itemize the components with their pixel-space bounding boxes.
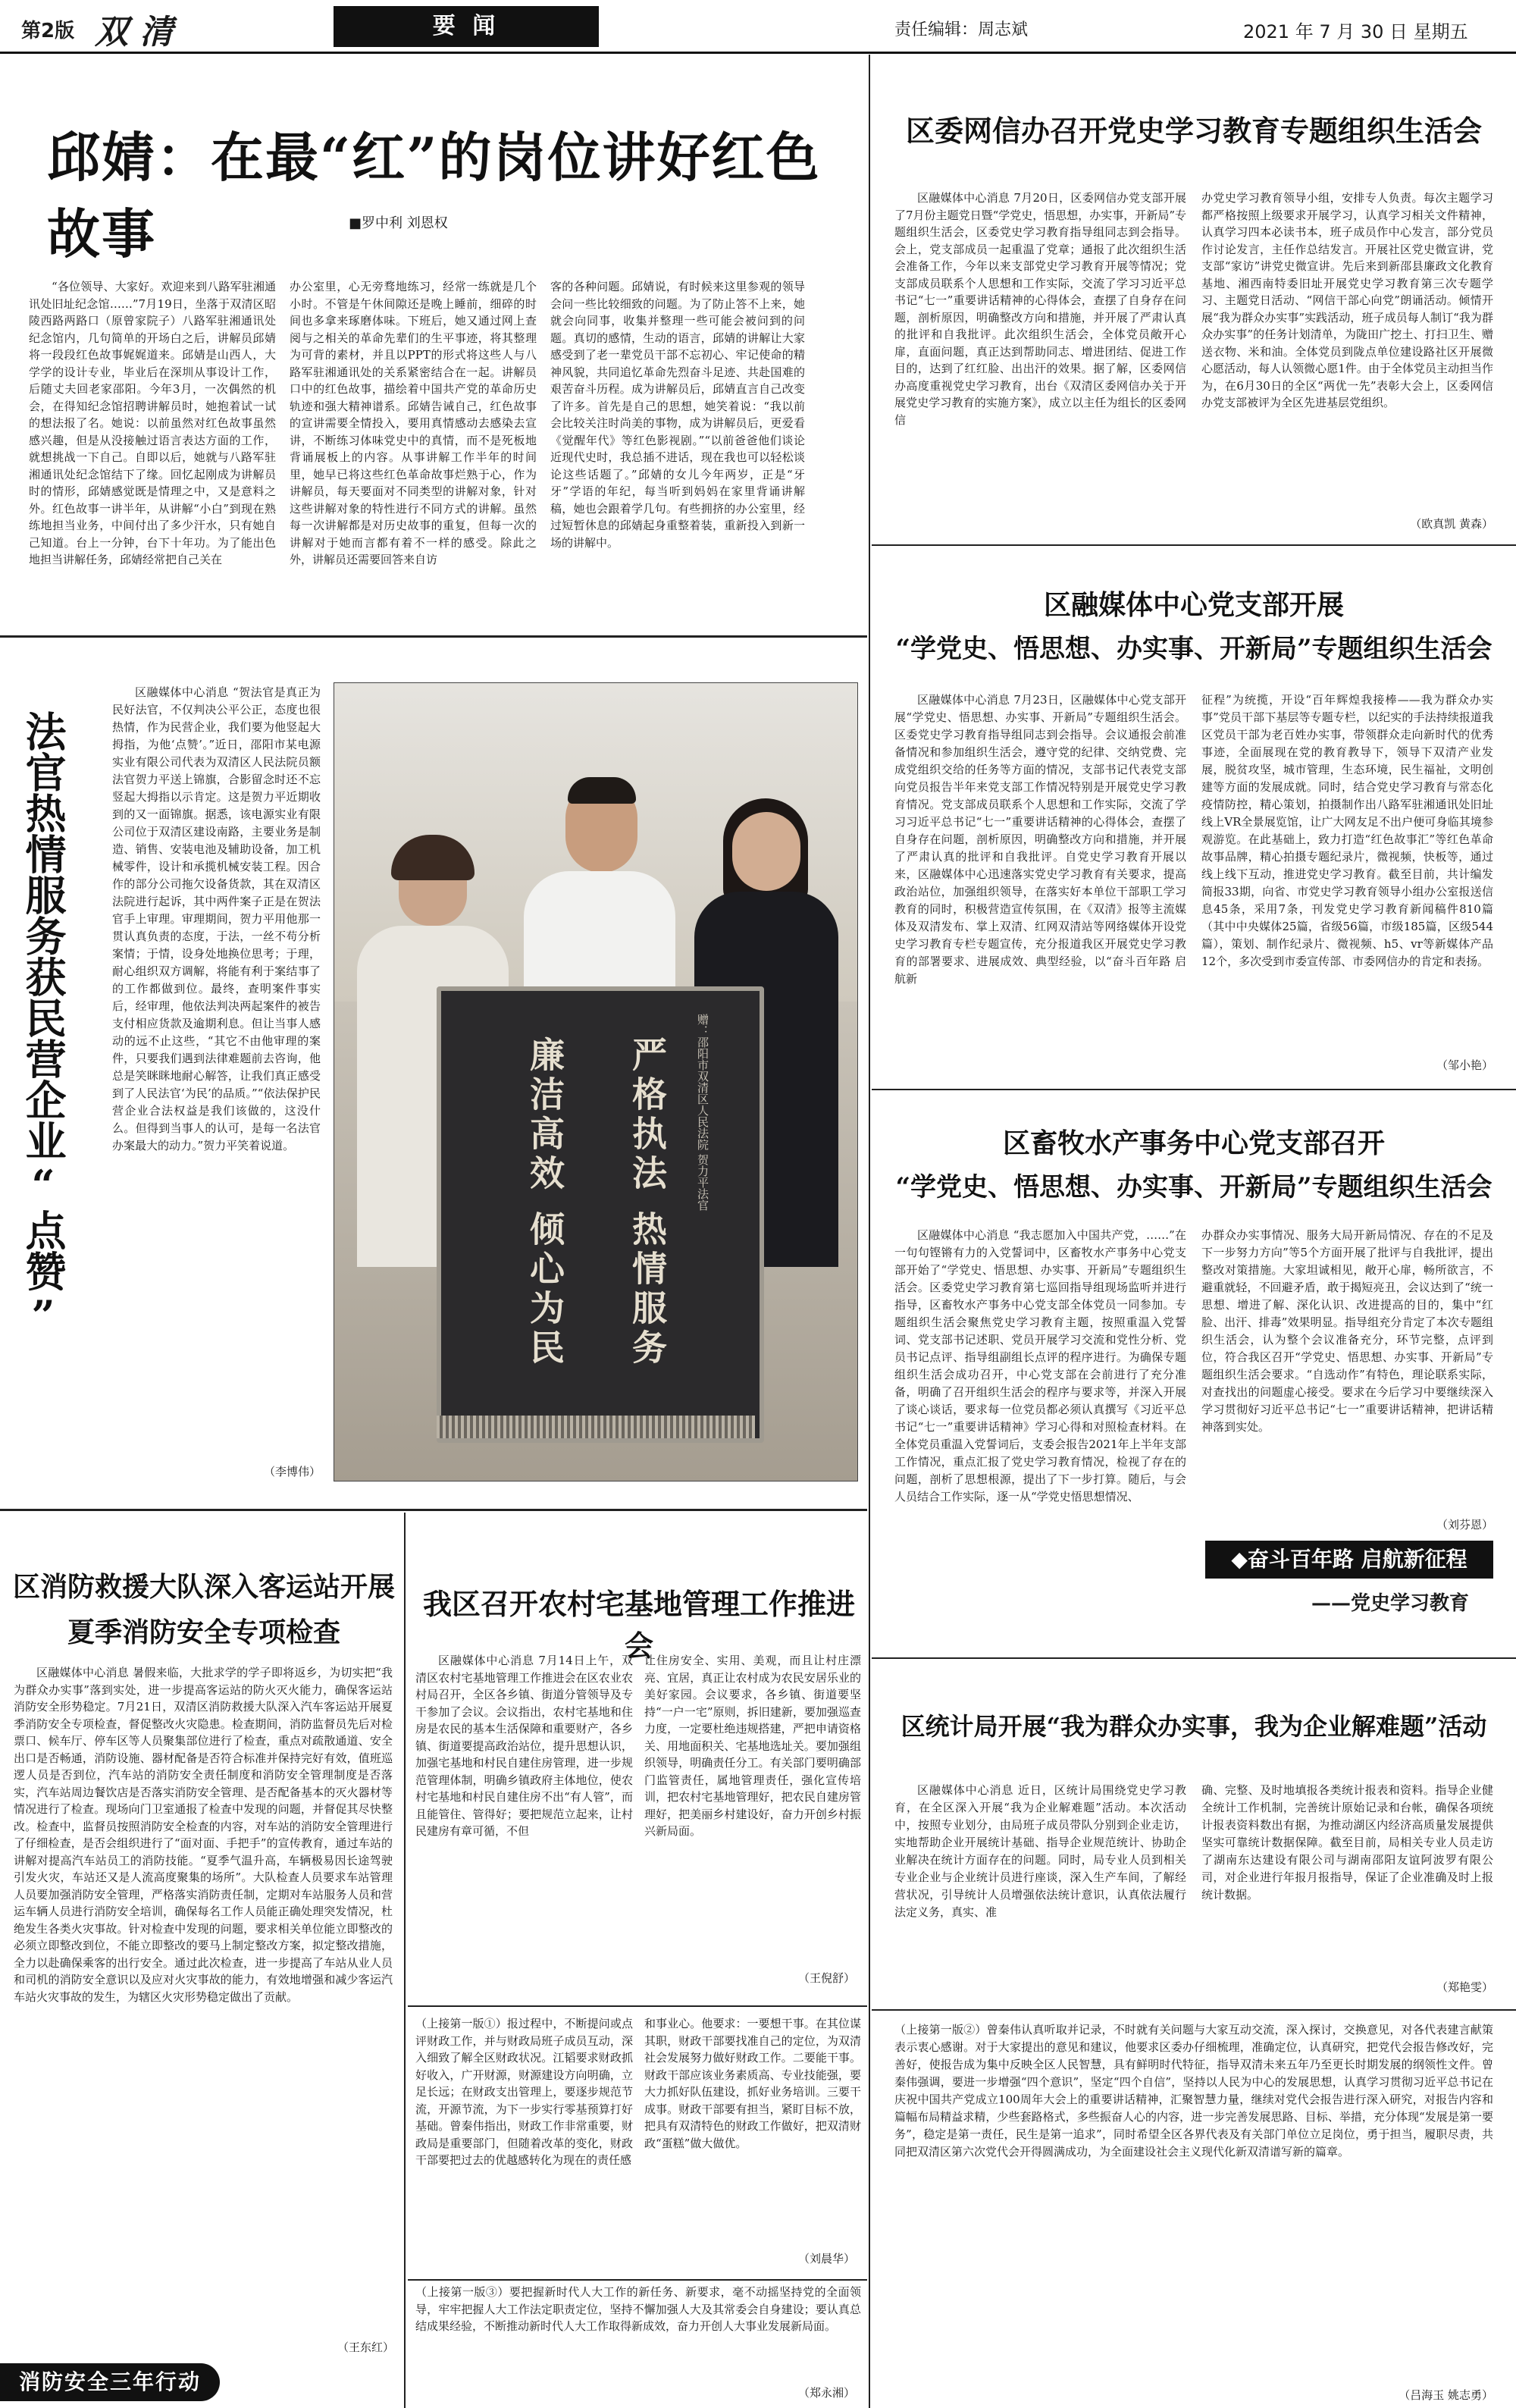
article-title: 区畜牧水产事务中心党支部召开	[1002, 1127, 1385, 1159]
article-cyberspace	[872, 55, 1516, 540]
article-title-vertical: 法官热情服务获民营企业“点赞”	[19, 710, 67, 1340]
section-divider	[408, 2005, 867, 2007]
article-title: 区委网信办召开党史学习教育专题组织生活会	[905, 114, 1482, 148]
article-column	[894, 1782, 1186, 1971]
article-media-center	[872, 547, 1516, 1086]
section-divider	[0, 1509, 867, 1511]
article-column	[894, 691, 1186, 1063]
page-header	[0, 0, 1516, 54]
article-title: 区统计局开展“我为群众办实事，我为企业解难题”活动	[901, 1712, 1487, 1741]
article-column	[1201, 1782, 1493, 1971]
article-statistics	[872, 1660, 1516, 2055]
masthead: 双 清	[95, 13, 174, 52]
banner-caption-small: 赠：邵阳市双清区人民法院 贺力平法官	[696, 1014, 709, 1211]
article-livestock	[872, 1092, 1516, 1653]
article-text: 办群众办实事情况、服务大局开新局情况、存在的不足及下一步努力方向”等5个方面开展了批评与自我批评，提出整改对策措施。大家坦诚相见，敞开心扉，畅所欲言，不避重就轻，不回避矛盾，敢于揭短亮丑，会议达到了“统一思想、增进了解、深化认识、改进提高的目的，集中“红脸、出汗、排毒”效果明显。指导组充分肯定了本次专题组织生活会，认为整个会议准备充分，环节完整，点评到位，符合我区召开“学党史、悟思想、办实事、开新局”专题组织生活会要求。“自选动作”有特色，理论联系实际，对查找出的问题虚心接受。要求在今后学习中要继续深入学习贯彻好习近平总书记“七一”重要讲话精神，把讲话精神落到实处。	[1201, 1228, 1493, 1434]
article-byline: （郑艳雯）	[1436, 1980, 1493, 1994]
campaign-slogan-box	[1205, 1541, 1493, 1624]
article-text: 区融媒体中心消息 “贺法官是真正为民好法官，不仅判决公平公正，态度也很热情，作为民营企业，我们要为他竖起大拇指，为他‘点赞’。”近日，邵阳市某电源实业有限公司代表为双清区人民法院员额法官贺力平送上锦旗，合影留念时还不忘竖起大拇指以示肯定。这是贺力平近期收到的又一面锦旗。据悉，该电源实业有限公司位于双清区建设南路，主要业务是制造、销售、安装电池及辅助设备，加工机械零件，设计和承揽机械安装工程。因合作的部分公司拖欠设备货款，其在双清区法院进行起诉，其中两件案子正是在贺法官手上审理。审理期间，贺力平用他那一贯认真负责的态度，于法，一丝不苟分析案情；于情，设身处地换位思考；于理，耐心组织双方调解，将能有利于案结事了的工作都做到位。最终，查明案件事实后，经审理，他依法判决两起案件的被告支付相应货款及逾期利息。但让当事人感动的远不止这些，“其它不由他审理的案件，只要我们遇到法律难题前去咨询，他总是笑眯眯地耐心解答，让我们真正感受到了人民法官‘为民’的品质。”“依法保护民营企业合法权益是我们该做的，这没什么。但得到当事人的认可，是每一名法官办案最大的动力。”贺力平笑着说道。	[112, 685, 321, 1152]
editor-label: 责任编辑：周志斌	[894, 20, 1029, 39]
article-text: “各位领导、大家好。欢迎来到八路军驻湘通讯处旧址纪念馆……”7月19日，坐落于双清区昭陵西路两路口（原曾家院子）八路军驻湘通讯处纪念馆内，几句简单的开场白之后，讲解员邱婧将一段段红色故事娓娓道来。邱婧是山西人，大学学的设计专业，毕业后在深圳从事设计工作，后随丈夫回老家邵阳。今年3月，一次偶然的机会，在得知纪念馆招聘讲解员时，她抱着试一试的想法报了名。她说：以前虽然对红色故事虽然感兴趣，但是从没接触过语言表达方面的工作，就想挑战一下自己。自即以后，她就与八路军驻湘通讯处纪念馆结下了缘。回忆起刚成为讲解员时的情形，邱婧感觉既是情理之中，又是意料之外。红色故事一讲半年，从讲解“小白”到现在熟练地担当业务，中间付出了多少汗水，只有她自己知道。台上一分钟，台下十年功。为了能出色地担当讲解任务，邱婧经常把自己关在	[29, 280, 276, 566]
article-qiujing	[0, 55, 867, 631]
campaign-subslogan: ——党史学习教育	[1311, 1592, 1470, 1615]
article-text: 区融媒体中心消息 近日，区统计局围绕党史学习教育，在全区深入开展“我为企业解难题”活动。本次活动中，按照专业划分，由局班子成员带队分别到企业走访，实地帮助企业开展统计基础、指导企业规范统计、协助企业解决在统计方面存在的问题。同时，局专业人员到相关专业企业与企业统计员进行座谈，深入生产车间，了解经营状况，引导统计人员增强依法统计意识，认真依法履行法定义务，真实、准	[894, 1783, 1186, 1919]
article-homestead	[408, 1513, 867, 1998]
article-column	[550, 278, 805, 623]
article-column	[415, 1652, 633, 1963]
article-column	[894, 1227, 1186, 1636]
column-divider	[404, 1513, 406, 2408]
article-title: 邱婧：在最“红”的岗位讲好红色故事	[47, 126, 821, 265]
article-subtitle: “学党史、悟思想、办实事、开新局”专题组织生活会	[895, 634, 1493, 664]
article-text: 区融媒体中心消息 “我志愿加入中国共产党，……”在一句句铿锵有力的入党誓词中，区畜牧水产事务中心党支部开始了“学党史、悟思想、办实事、开新局”专题组织生活会。区委党史学习教育第七巡回指导组现场监听并进行指导，区畜牧水产事务中心党支部全体党员一同参加。专题组织生活会聚焦党史学习教育主题，按照重温入党誓词、党支部书记述职、党员开展学习交流和党性分析、党员书记点评、指导组副组长点评的程序进行。为确保专题组织生活会成功召开，中心党支部在会前进行了充分准备，明确了召开组织生活会的程序与要求等，并深入开展了谈心谈话，要求每一位党员都必须认真撰写《习近平总书记“七一”重要讲话精神》学习心得和对照检查材料。在全体党员重温入党誓词后，支委会报告2021年上半年支部工作情况，重点汇报了党史学习教育情况，检视了存在的问题，剖析了思想根源，提出了下一步打算。随后，与会人员结合工作实际，逐一从“学党史悟思想情况、	[894, 1228, 1186, 1503]
article-title: 区消防救援大队深入客运站开展	[12, 1571, 395, 1603]
article-byline: （王东红）	[337, 2341, 394, 2354]
article-byline: （郑永湘）	[797, 2386, 855, 2400]
banner-text-left: 严格执法 热情服务	[627, 1036, 668, 1369]
article-column	[415, 2284, 861, 2375]
article-text: 征程”为统揽，开设“百年辉煌我接棒——我为群众办实事”党员干部下基层等专题专栏，以纪实的手法持续报道我区党员干部为老百姓办实事，带领群众走向新时代的优秀事迹，全面展现在党的教育教导下，领导下双清产业发展，脱贫攻坚，城市管理，生态环境，民生福祉，文明创建等方面的发展成就。同时，结合党史学习教育与常态化疫情防控，精心策划，拍摄制作出八路军驻湘通讯处旧址线上VR全景展览馆，让广大网友足不出户便可身临其境参观游览。在此基础上，致力打造“红色故事汇”等红色革命故事品牌，精心拍摄专题纪录片，微视频，快板等，通过线上线下互动，推进党史学习教育。截至目前，共计编发简报33期，向省、市党史学习教育领导小组办公室报送信息45条，采用7条，刊发党史学习教育新闻稿件810篇（其中中央媒体25篇，省级56篇，市级185篇，区级544篇），策划、制作纪录片、微视频、h5、vr等新媒体产品12个，多次受到市委宣传部、市委网信办的肯定和表扬。	[1201, 693, 1493, 968]
article-text: 客的各种问题。邱婧说，有时候来这里参观的领导会问一些比较细致的问题。为了防止答不上来，她就会向同事，收集并整理一些可能会被问到的问题。真切的感情，生动的语言，邱婧的讲解让大家感受到了老一辈党员干部不忘初心、牢记使命的精神风貌，共同追忆革命先烈奋斗足迹、共赴国难的艰苦奋斗历程。成为讲解员后，邱婧直言自己改变了许多。首先是自己的思想，她笑着说：“我以前会比较关注时尚美的事物，成为讲解员后，更爱看《觉醒年代》等红色影视剧。”“以前爸爸他们谈论近现代史时，我总插不进话，现在我也可以轻松谈论这些话题了。”邱婧的女儿今年两岁，正是“牙牙”学语的年纪，每当听到妈妈在家里背诵讲解稿，她也会跟着学几句。有些拥挤的办公室里，经过短暂休息的邱婧起身重整着装，重新投入到新一场的讲解中。	[550, 280, 805, 550]
section-badge	[334, 6, 599, 47]
section-divider	[0, 635, 867, 638]
article-column	[1201, 190, 1493, 508]
article-text: 区融媒体中心消息 暑假来临，大批求学的学子即将返乡，为切实把“我为群众办实事”落到实处，进一步提高客运站的防火灭火能力，确保客运站消防安全形势稳定。7月21日，双清区消防救援大队深入汽车客运站开展夏季消防安全专项检查，督促整改火灾隐患。检查期间，消防监督员先后对检票口、候车厅、停车区等人员聚集部位进行了检查，重点对疏散通道、安全出口是否畅通，消防设施、器材配备是否符合标准并保持完好有效，值班巡逻人员是否到位，汽车站的消防安全责任制度和消防安全管理制度是否落实，汽车站周边餐饮店是否落实消防安全管理、是否配备基本的灭火器材等情况进行了检查。现场向门卫室通报了检查中发现的问题，并督促其尽快整改。检查中，监督员按照消防安全检查的内容，对车站的消防安全管理进行了仔细检查，是否会组织进行了“面对面、手把手”的宣传教育，通过车站的讲解对提高汽车站员工的消防技能。“夏季气温升高，车辆极易因长途驾驶引发火灾，车站还又是人流高度聚集的场所”。大队检查人员要求车站管理人员要加强消防安全管理，严格落实消防责任制，定期对车站服务人员和营运车辆人员进行消防安全培训，确保每名工作人员能正确处理突发情况，杜绝发生各类火灾事故。针对检查中发现的问题，要求相关单位能立即整改的必须立即整改到位，不能立即整改的要马上制定整改方案，拟定整改措施，全力以赴确保乘客的出行安全。通过此次检查，进一步提高了车站从业人员和司机的消防安全意识以及应对火灾事故的能力，有效地增强和减少客运汽车站火灾事故的发生，为辖区火灾形势稳定做出了贡献。	[14, 1666, 393, 2004]
article-fire-safety	[0, 1513, 402, 2408]
section-divider	[872, 1089, 1516, 1090]
article-text: 确、完整、及时地填报各类统计报表和资料。指导企业健全统计工作机制，完善统计原始记录和台帐，确保各项统计报表资料数出有据，为推动湖区内经济高质量发展提供坚实可靠统计数据保障。截至目前，局相关专业人员走访了湖南东达建设有限公司与湖南邵阳友谊阿波罗有限公司，对企业进行年报月报指导，保证了企业准确及时上报统计数据。	[1201, 1783, 1493, 1902]
article-text: 区融媒体中心消息 7月14日上午，双清区农村宅基地管理工作推进会在区农业农村局召开，全区各乡镇、街道分管领导及专干参加了会议。会议指出，农村宅基地和住房是农民的基本生活保障和重要财产，各乡镇、街道要提高政治站位，提升思想认识，加强宅基地和村民自建住房管理，进一步规范管理体制，明确乡镇政府主体地位，使农村宅基地和村民自建住房不出“有人管”，而且能管住、管得好；要把规范立起来，让村民建房有章可循，不但	[415, 1654, 633, 1838]
article-continued-finance	[408, 2009, 867, 2408]
column-divider	[869, 55, 870, 2408]
campaign-slogan: ◆奋斗百年路 启航新征程	[1205, 1541, 1493, 1579]
article-text: （上接第一版③）要把握新时代人大工作的新任务、新要求，毫不动摇坚持党的全面领导，牢牢把握人大工作法定职责定位，坚持不懈加强人大及其常委会自身建设；要认真总结成果经验，不断推动新时代人大工作取得新成效，奋力开创人大事业发展新局面。	[415, 2285, 861, 2333]
article-text: 办党史学习教育领导小组，安排专人负责。每次主题学习都严格按照上级要求开展学习，认真学习相关文件精神，认真学习四本必读书本，班子成员作中心发言，部分党员作讨论发言，主任作总结发言。开展社区党史微宣讲，党支部“家访”讲党史微宣讲。先后来到新邵县廉政文化教育基地、湘西南特委旧址开展党史学习教育第三次专题学习、主题党日活动、“网信干部心向党”朗诵活动。倾情开展“我为群众办实事”实践活动，班子成员每人制订“我为群众办实事”的任务计划清单，为陇田广挖土、打扫卫生、赠送衣物、米和油。全体党员到陇点单位建设路社区开展微心愿活动，每人认领微心愿1件。由于全体党员主动担当作为，在6月30日的全区“两优一先”表彰大会上，区委网信办党支部被评为全区先进基层党组织。	[1201, 191, 1493, 409]
article-byline: （李博伟）	[263, 1465, 321, 1478]
section-divider	[872, 1657, 1516, 1659]
page-label: 第2版	[21, 20, 75, 42]
article-title: 我区召开农村宅基地管理工作推进会	[423, 1587, 856, 1663]
award-banner-photo	[334, 682, 858, 1481]
article-byline: （王倪舒）	[797, 1971, 855, 1985]
article-text: 和事业心。他要求：一要想干事。在其位谋其职，财政干部要找准自己的定位，为双清社会发展努力做好财政工作。二要能干事。财政干部应该业务素质高、专业技能强，要大力抓好队伍建设，抓好业务培训。三要干成事。财政干部要有担当，紧盯目标不放，把具有双清特色的财政工作做好，把双清财政“蛋糕”做大做优。	[644, 2017, 861, 2150]
article-text: （上接第一版①）报过程中，不断提问或点评财政工作，并与财政局班子成员互动，深入细致了解全区财政状况。江韬要求财政抓好收入，广开财源，财源建设方向明确，立足长远；在财政支出管理上，要逐步规范节流，开源节流，为下一步实行零基预算打好基础。曾秦伟指出，财政工作非常重要，财政局是重要部门，但随着改革的变化，财政干部要把过去的优越感转化为现在的责任感	[415, 2017, 633, 2167]
section-divider	[872, 2009, 1516, 2011]
article-column	[112, 684, 321, 1450]
article-subtitle: 夏季消防安全专项检查	[67, 1616, 340, 1648]
banner-text-right: 廉洁高效 倾心为民	[525, 1036, 565, 1369]
section-label: 要 闻	[432, 13, 500, 39]
article-column	[894, 2021, 1493, 2378]
article-byline: （吕海玉 姚志勇）	[1399, 2388, 1493, 2402]
article-byline: （欧真凯 黄森）	[1410, 517, 1493, 531]
article-text: （上接第一版②）曾秦伟认真听取并记录，不时就有关问题与大家互动交流，深入探讨，交换意见，对各代表建言献策表示衷心感谢。对于大家提出的意见和建议，他要求区委办仔细梳理，准确定位，认真研究，把党代会报告修改好，完善好，使报告成为集中反映全区人民智慧，具有鲜明时代特征，指导双清未来五年乃至更长时期发展的纲领性文件。曾秦伟强调，要进一步增强“四个意识”，坚定“四个自信”，坚持以人民为中心的发展思想，认真学习贯彻习近平总书记在庆祝中国共产党成立100周年大会上的重要讲话精神，汇聚智慧力量，继续对党代会报告进行深入研究，对报告内容和篇幅布局精益求精，少些套路格式，多些振奋人心的内容，进一步完善发展思路、目标、举措，充分体现“发展是第一要务”，稳定是第一责任，民生是第一追求”，同时希望全区各界代表及有关部门单位立足岗位，勇于担当，履职尽责，共同把双清区第六次党代会开得圆满成功，为全面建设社会主义现代化新双清谱写新的篇章。	[894, 2023, 1493, 2159]
article-text: 区融媒体中心消息 7月20日，区委网信办党支部开展了7月份主题党日暨“学党史，悟思想，办实事，开新局”专题组织生活会，区委党史学习教育指导组同志到会指导。会上，党支部成员一起重温了党章；通报了此次组织生活会准备工作，今年以来支部党史学习教育开展等情况；党支部成员联系个人思想和工作实际，交流了学习习近平总书记“七一”重要讲话精神的心得体会，查摆了自身存在问题，剖析原因，明确整改方向和措施，并开展了严肃认真的批评和自我批评。此次组织生活会，全体党员敞开心扉，直面问题，真正达到帮助同志、增进团结、促进工作目的，达到了红红脸、出出汗的效果。据了解，区委网信办高度重视党史学习教育，出台《双清区委网信办关于开展党史学习教育的实施方案》，成立以主任为组长的区委网信	[894, 191, 1186, 427]
article-column	[1201, 691, 1493, 1052]
article-judge	[0, 638, 867, 1503]
article-continued-congress	[872, 2012, 1516, 2408]
article-column	[644, 2015, 861, 2243]
article-column	[1201, 1227, 1493, 1511]
article-column	[14, 1664, 393, 2331]
article-text: 让住房安全、实用、美观，而且让村庄漂亮、宜居，真正让农村成为农民安居乐业的美好家园。会议要求，各乡镇、街道要坚持“一户一宅”原则，拆旧建新，要加强巡查力度，一定要杜绝违规搭建，严把申请资格关、用地面积关、宅基地选址关。要加强组织领导，明确责任分工。有关部门要明确部门监管责任，属地管理责任，强化宣传培训，把农村宅基地管理好，把农民自建房管理好，把美丽乡村建设好，奋力开创乡村振兴新局面。	[644, 1654, 861, 1838]
article-text: 办公室里，心无旁骛地练习，经常一练就是几个小时。不管是午休间隙还是晚上睡前，细碎的时间也多拿来琢磨体味。下班后，她又通过网上查阅与之相关的革命先辈们的生平事迹，将其整理为可背的素材，并且以PPT的形式将这些人与八路军驻湘通讯处的关系紧密结合在一起。讲解员口中的红色故事，描绘着中国共产党的革命历史轨迹和强大精神谱系。邱婧告诫自己，红色故事的宣讲需要全情投入，要用真情感动去感染去宣讲，不断练习体味党史中的真情，而不是死板地背诵展板上的内容。从事讲解工作半年的时间里，她早已将这些红色革命故事烂熟于心，作为讲解员，每天要面对不同类型的讲解对象，针对这些讲解对象的特性进行不同方式的讲解。虽然每一次讲解都是对历史故事的重复，但每一次的讲解对于她而言都有着不一样的感受。除此之外，讲解员还需要回答来自访	[290, 280, 537, 566]
article-column	[894, 190, 1186, 535]
article-byline: （刘芬恩）	[1436, 1518, 1493, 1532]
fire-campaign-label: 消防安全三年行动	[18, 2369, 201, 2394]
date-label: 2021 年 7 月 30 日 星期五	[1243, 21, 1468, 42]
article-byline: （刘晨华）	[797, 2252, 855, 2265]
section-divider	[408, 2279, 867, 2281]
section-divider	[872, 544, 1516, 546]
article-column	[290, 278, 537, 623]
silk-banner	[437, 986, 764, 1443]
article-byline: ■罗中利 刘恩权	[349, 215, 448, 231]
article-subtitle: “学党史、悟思想、办实事、开新局”专题组织生活会	[895, 1172, 1493, 1202]
article-column	[29, 278, 276, 623]
article-column	[644, 1652, 861, 1963]
article-column	[415, 2015, 633, 2273]
fire-campaign-banner	[0, 2363, 220, 2401]
article-text: 区融媒体中心消息 7月23日，区融媒体中心党支部开展“学党史、悟思想、办实事、开新局”专题组织生活会。区委党史学习教育指导组同志到会指导。会议通报会前准备情况和参加组织生活会，遵守党的纪律、交纳党费、完成党组织交给的任务等方面的情况，支部书记代表党支部向党员报告半年来党支部工作情况特别是开展党史学习教育情况。党支部成员联系个人思想和工作实际，交流了学习习近平总书记“七一”重要讲话精神的心得体会，查摆了自身存在问题，剖析原因，明确整改方向和措施，并开展了严肃认真的批评和自我批评。自党史学习教育开展以来，区融媒体中心迅速落实党史学习教育有关要求，提高政治站位，加强组织领导，在落实好本单位干部职工学习教育的同时，积极营造宣传氛围，在《双清》报等主流媒体及双清发布、掌上双清、红网双清站等网络媒体开设党史学习教育专栏专题宣传，充分报道我区开展党史学习教育的部署要求、进展成效、典型经验，以“奋斗百年路 启航新	[894, 693, 1186, 986]
article-title: 区融媒体中心党支部开展	[1043, 589, 1344, 621]
banner-fringe	[437, 1416, 755, 1438]
article-byline: （邹小艳）	[1436, 1058, 1493, 1072]
